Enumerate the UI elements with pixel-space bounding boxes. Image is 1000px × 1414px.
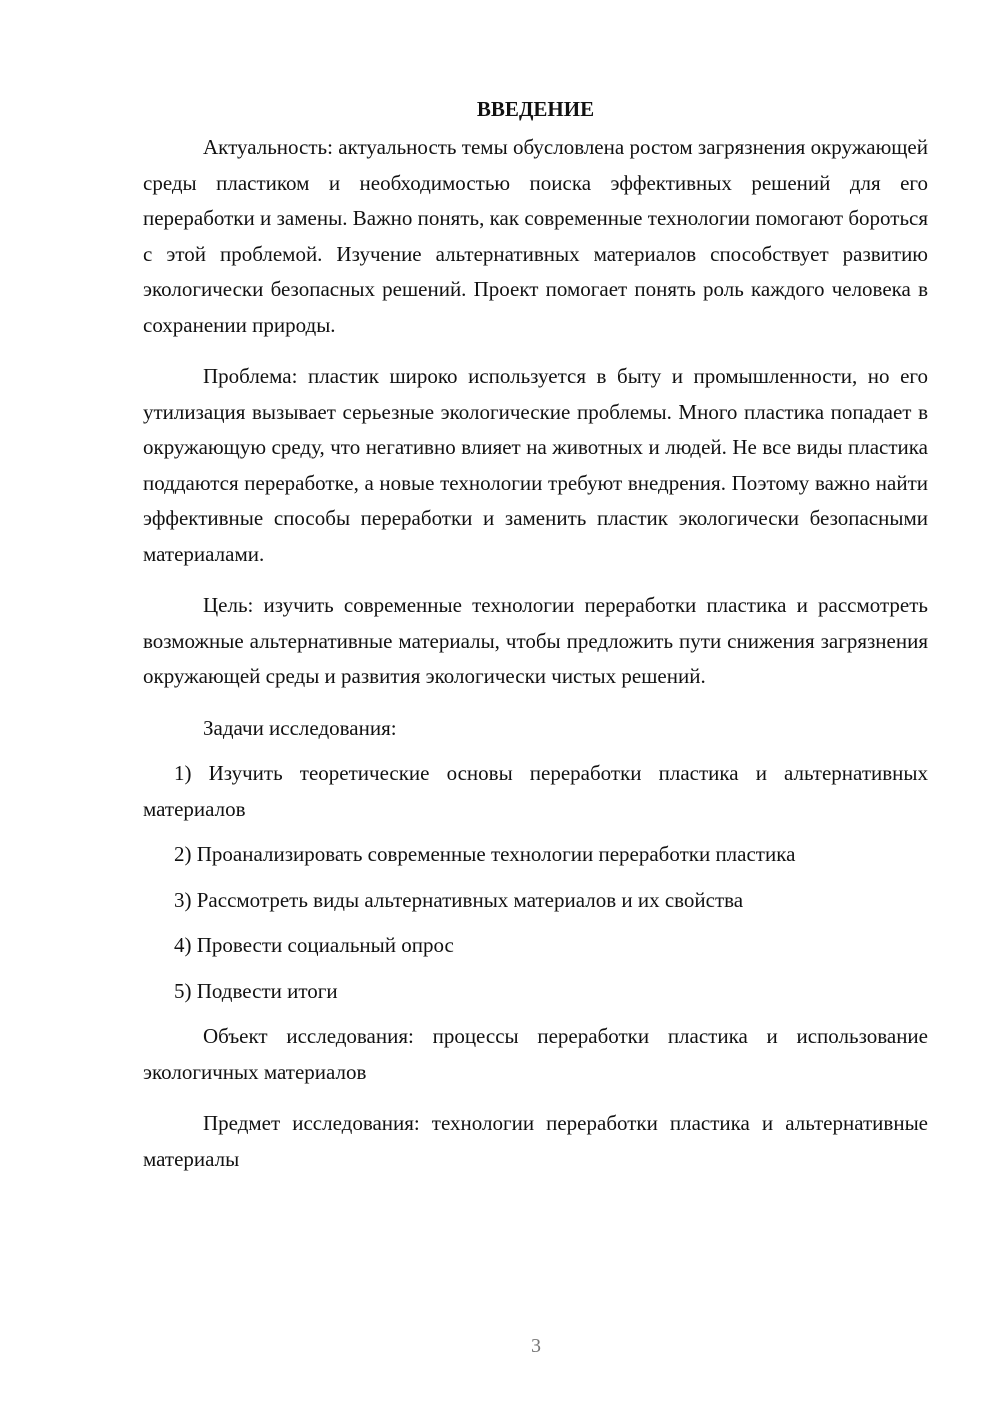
task-item: 3) Рассмотреть виды альтернативных материалов и их свойства xyxy=(174,887,744,912)
tasks-heading: Задачи исследования: xyxy=(203,715,397,740)
problem-paragraph: Проблема: пластик широко используется в быту и промышленности, но его утилизация вызывает серьезные экологические проблемы. Много пластика попадает в окружающую среду, что негативно влияет на животных и людей. Не все виды пластика поддаются переработке, а новые технологии требуют внедрения. Поэтому важно найти эффективные способы переработки и заменить пластик экологически безопасными материалами. xyxy=(143,364,928,566)
relevance-paragraph: Актуальность: актуальность темы обусловлена ростом загрязнения окружающей среды пластиком и необходимостью поиска эффективных решений для его переработки и замены. Важно понять, как современные технологии помогают бороться с этой проблемой. Изучение альтернативных материалов способствует развитию экологически безопасных решений. Проект помогает понять роль каждого человека в сохранении природы. xyxy=(143,135,928,337)
document-body xyxy=(143,92,928,1193)
object-paragraph: Объект исследования: процессы переработки пластика и использование экологичных материалов xyxy=(143,1024,928,1084)
tasks-list xyxy=(143,756,928,1009)
goal-paragraph: Цель: изучить современные технологии переработки пластика и рассмотреть возможные альтернативные материалы, чтобы предложить пути снижения загрязнения окружающей среды и развития экологически чистых решений. xyxy=(143,593,928,688)
task-item: 1) Изучить теоретические основы переработки пластика и альтернативных материалов xyxy=(143,761,928,821)
task-item: 4) Провести социальный опрос xyxy=(174,933,454,957)
subject-paragraph: Предмет исследования: технологии переработки пластика и альтернативные материалы xyxy=(143,1111,928,1171)
task-item: 2) Проанализировать современные технологии переработки пластика xyxy=(174,842,796,866)
page-title: ВВЕДЕНИЕ xyxy=(476,97,595,121)
task-item: 5) Подвести итоги xyxy=(174,978,338,1003)
page-number: 3 xyxy=(531,1335,541,1357)
